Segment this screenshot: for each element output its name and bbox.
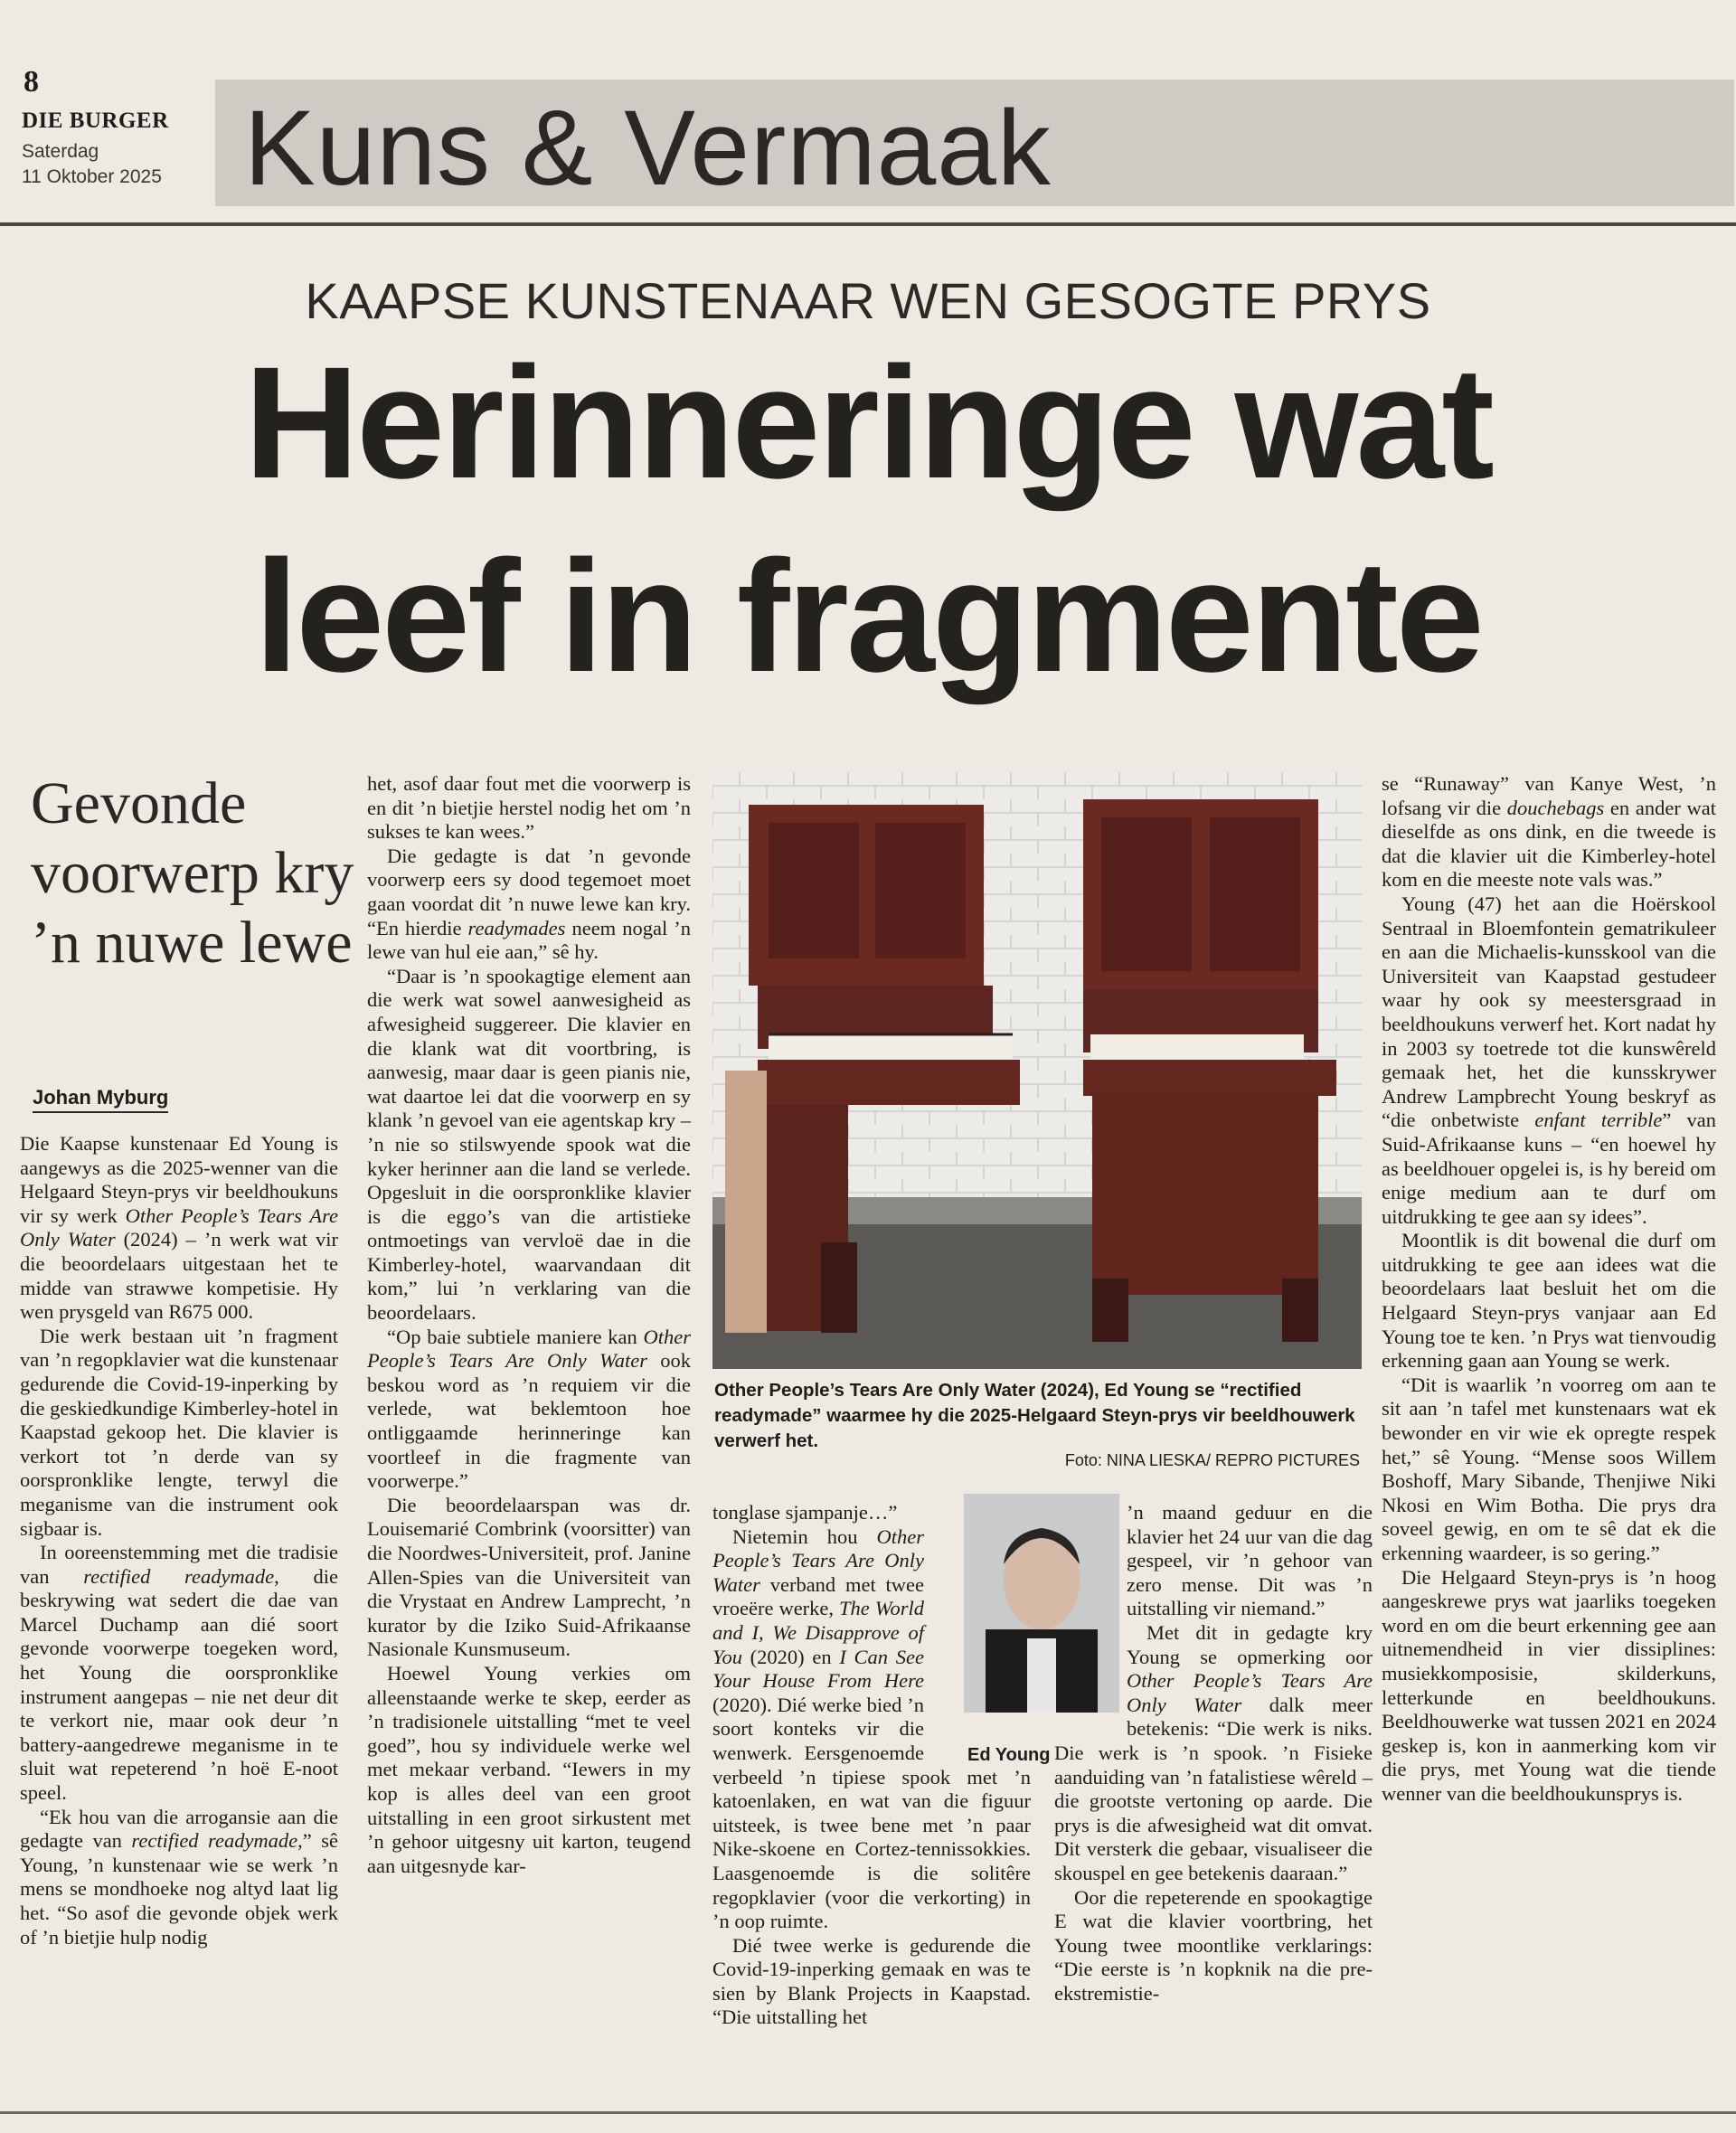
paragraph: se “Runaway” van Kanye West, ’n lofsang vir die douchebags en ander wat dieselfde as ons dink, en die tweede is dat die klavier uit die Kimberley-hotel kom en die meeste note vals was.”	[1382, 772, 1716, 892]
page-number: 8	[24, 65, 39, 99]
paragraph: Die Kaapse kunstenaar Ed Young is aangewys as die 2025-wenner van die Helgaard Steyn-prys vir beeldhoukuns vir sy werk Other People’s Tears Are Only Water (2024) – ’n werk wat vir die beoordelaars uitgestaan het te midde van strawwe kompetisie. Hy wen prysgeld van R675 000.	[20, 1132, 338, 1324]
headline	[36, 335, 1700, 731]
paragraph: Die Helgaard Steyn-prys is ’n hoog aangeskrewe prys wat jaarliks toegeken word en om die beurt erkenning gee aan uitnemendheid in vier dissiplines: musiekkomposisie, skilderkuns, letterkunde en beeldhoukuns. Beeldhouwerke wat tussen 2021 en 2024 geskep is, kon in aanmerking kom vir die prys, met Young wat die tiende wenner van die beeldhoukunsprys is.	[1382, 1565, 1716, 1805]
issue-date: 11 Oktober 2025	[22, 166, 162, 187]
photo-caption	[714, 1378, 1360, 1454]
kicker: KAAPSE KUNSTENAAR WEN GESOGTE PRYS	[305, 272, 1431, 329]
paragraph: Moontlik is dit bowenal die durf om uitdrukking te gee aan idees wat die beoordelaars laat besluit het om die Helgaard Steyn-prys vanjaar aan Ed Young toe te ken. ’n Prys wat tienvoudig erkenning gaan aan Young se werk.	[1382, 1229, 1716, 1373]
footer-rule	[0, 2111, 1736, 2114]
paragraph: Nietemin hou Other People’s Tears Are Only Water verband met twee vroeëre werke, The World and I, We Disapprove of You (2020) en I Can See Your House From Here (2020). Dié werke bied ’n soort konteks vir die wenwerk. Eersgenoemde verbeeld ’n tipiese spook met ’n katoenlaken, en wat van die figuur uitsteek, is twee bene met ’n paar Nike-skoene en Cortez-tennissokkies. Laasgenoemde is die solitêre regopklavier (voor die verkorting) in ’n oop ruimte.	[712, 1524, 1031, 1933]
paragraph: Die beoordelaarspan was dr. Louisemarié Combrink (voorsitter) van die Noordwes-Universiteit, prof. Janine Allen-Spies van die Universiteit van die Vrystaat en Andrew Lamprecht, ’n kurator by die Iziko Suid-Afrikaanse Nasionale Kunsmuseum.	[367, 1493, 691, 1661]
piano-photo	[712, 772, 1362, 1369]
paragraph: ’n maand geduur en die klavier het 24 uur van die dag gespeel, vir ’n gehoor van zero mense. Dit was ’n uitstalling vir niemand.”	[1127, 1501, 1373, 1620]
paragraph: tonglase sjampanje…”	[712, 1501, 898, 1524]
paragraph: Dié twee werke is gedurende die Covid-19-inperking gemaak en was te sien by Blank Projects in Kaapstad. “Die uitstalling het	[712, 1933, 1031, 2029]
piano-illustration	[712, 772, 1362, 1369]
headline-line-2: leef in fragmente	[254, 528, 1482, 705]
column-5	[1382, 772, 1716, 1807]
issue-day: Saterdag	[22, 141, 99, 162]
column-4	[1054, 1501, 1373, 2006]
portrait-caption: Ed Young	[967, 1745, 1051, 1765]
paragraph: “Ek hou van die arrogansie aan die gedagte van rectified readymade,” sê Young, ’n kunstenaar wie se werk ’n mens se mondhoeke nog altyd laat lig het. “So asof die gevonde objek werk of ’n bietjie hulp nodig	[20, 1805, 339, 1949]
paragraph: Hoewel Young verkies om alleenstaande werke te skep, eerder as ’n tradisionele uitstalling “met te veel goed”, hou sy individuele werke wel met mekaar verband. “Iewers in my kop is alles deel van een groot uitstalling in een groot sirkustent met ’n gehoor uitgesny uit karton, teugend aan uitgesnyde kar-	[367, 1661, 691, 1877]
paper-name: DIE BURGER	[22, 109, 169, 133]
portrait-spacer	[924, 1501, 1031, 1763]
paragraph: Die werk bestaan uit ’n fragment van ’n regopklavier wat die kunstenaar gedurende die Covid-19-inperking by die geskiedkundige Kimberley-hotel in Kaapstad gekoop het. Die klavier is verkort tot ’n derde van sy oorspronklike lengte, terwyl die meganisme van die instrument ook sigbaar is.	[20, 1324, 338, 1540]
paragraph: “Op baie subtiele maniere kan Other People’s Tears Are Only Water ook beskou word as ’n requiem vir die verlede, wat beklemtoon hoe ontliggaamde herinneringe kan voortleef in die fragmente van voorwerpe.”	[367, 1325, 691, 1493]
paragraph: In ooreenstemming met die tradisie van rectified readymade, die beskrywing wat sedert die dae van Marcel Duchamp aan dié soort gevonde voorwerpe toegeken word, het Young die oorspronklike instrument aangepas – nie net deur dit te verkort nie, maar ook deur ’n battery-aangedrewe meganisme in te sluit wat repeterend ’n hoë E-noot speel.	[20, 1541, 338, 1805]
column-3	[712, 1501, 1031, 2030]
paragraph: Die gedagte is dat ’n gevonde voorwerp eers sy dood tegemoet moet gaan voordat dit ’n nuwe lewe kan kry. “En hierdie readymades neem nogal ’n lewe van hul eie aan,” sê hy.	[367, 844, 691, 964]
paragraph: Oor die repeterende en spookagtige E wat die klavier voortbring, het Young twee moontlike verklarings: “Die eerste is ’n kopknik na die pre-ekstremistie-	[1054, 1885, 1373, 2005]
caption-title: Other People’s Tears Are Only Water	[714, 1380, 1036, 1401]
paragraph: het, asof daar fout met die voorwerp is en dit ’n bietjie herstel nodig het om ’n sukses te kan wees.”	[367, 772, 691, 844]
caption-text: (2024), Ed Young se “rectified readymade” waarmee hy die 2025-Helgaard Steyn-prys vir beeldhouwerk verwerf het.	[714, 1380, 1355, 1451]
paragraph: “Daar is ’n spookagtige element aan die werk wat sowel aanwesigheid as afwesigheid suggereer. Die klavier en die klank wat dit voortbring, is aanwesig, maar daar is geen pianis nie, wat daartoe lei dat die voorwerp en sy klank ’n gevoel van eie agentskap kry – ’n nie so stilswyende spook wat die kyker herinner aan die land se verlede. Opgesluit in die oorspronklike klavier is die eggo’s van die artistieke ontmoetings van vervloë dae in die Kimberley-hotel, waarvandaan dit kom,” lui ’n verklaring van die beoordelaars.	[367, 964, 692, 1325]
original-piano	[1083, 799, 1336, 1342]
paragraph: Young (47) het aan die Hoërskool Sentraal in Bloemfontein gematrikuleer en aan die Michaelis-kunsskool van die Universiteit van Kaapstad gestudeer waar hy ook sy meestersgraad in beeldhoukuns verwerf het. Kort nadat hy in 2003 sy toetrede tot die kunswêreld gemaak het, het die kunsskrywer Andrew Lampbrecht Young beskryf as “die onbetwiste enfant terrible” van Suid-Afrikaanse kuns – “en hoewel hy as beeldhouer opgelei is, is hy bereid om enige medium aan te durf om uitdrukking te gee aan sy idees”.	[1382, 892, 1716, 1228]
portrait-spacer	[1054, 1501, 1127, 1722]
headline-line-1: Herinneringe wat	[244, 335, 1492, 512]
deck: Gevonde voorwerp kry ’n nuwe lewe	[31, 770, 354, 977]
paragraph: “Dit is waarlik ’n voorreg om aan te sit aan ’n tafel met kunstenaars wat ek bewonder en vir wie ek opregte respek het,” sê Young. “Mense soos Willem Boshoff, Mary Sibande, Thenjiwe Niki Nkosi en Wim Botha. Die prys dra soveel gewig, en om te sê dat ek die erkenning waardeer, is so gering.”	[1382, 1373, 1716, 1564]
byline: Johan Myburg	[33, 1086, 168, 1113]
paragraph: Met dit in gedagte kry Young se opmerking oor Other People’s Tears Are Only Water dalk meer betekenis: “Die werk is niks. Die werk is ’n spook. ’n Fisieke aanduiding van ’n fatalistiese wêreld – die grootste vertoning op aarde. Die prys is die afwesigheid wat dit omvat. Dit versterk die gebaar, visualiseer die skouspel en gee betekenis daaraan.”	[1054, 1620, 1373, 1884]
column-2	[367, 772, 691, 1878]
section-title: Kuns & Vermaak	[244, 89, 1052, 208]
header-rule	[0, 222, 1736, 226]
photo-credit: Foto: NINA LIESKA/ REPRO PICTURES	[1064, 1451, 1360, 1469]
column-1	[20, 1132, 338, 1949]
